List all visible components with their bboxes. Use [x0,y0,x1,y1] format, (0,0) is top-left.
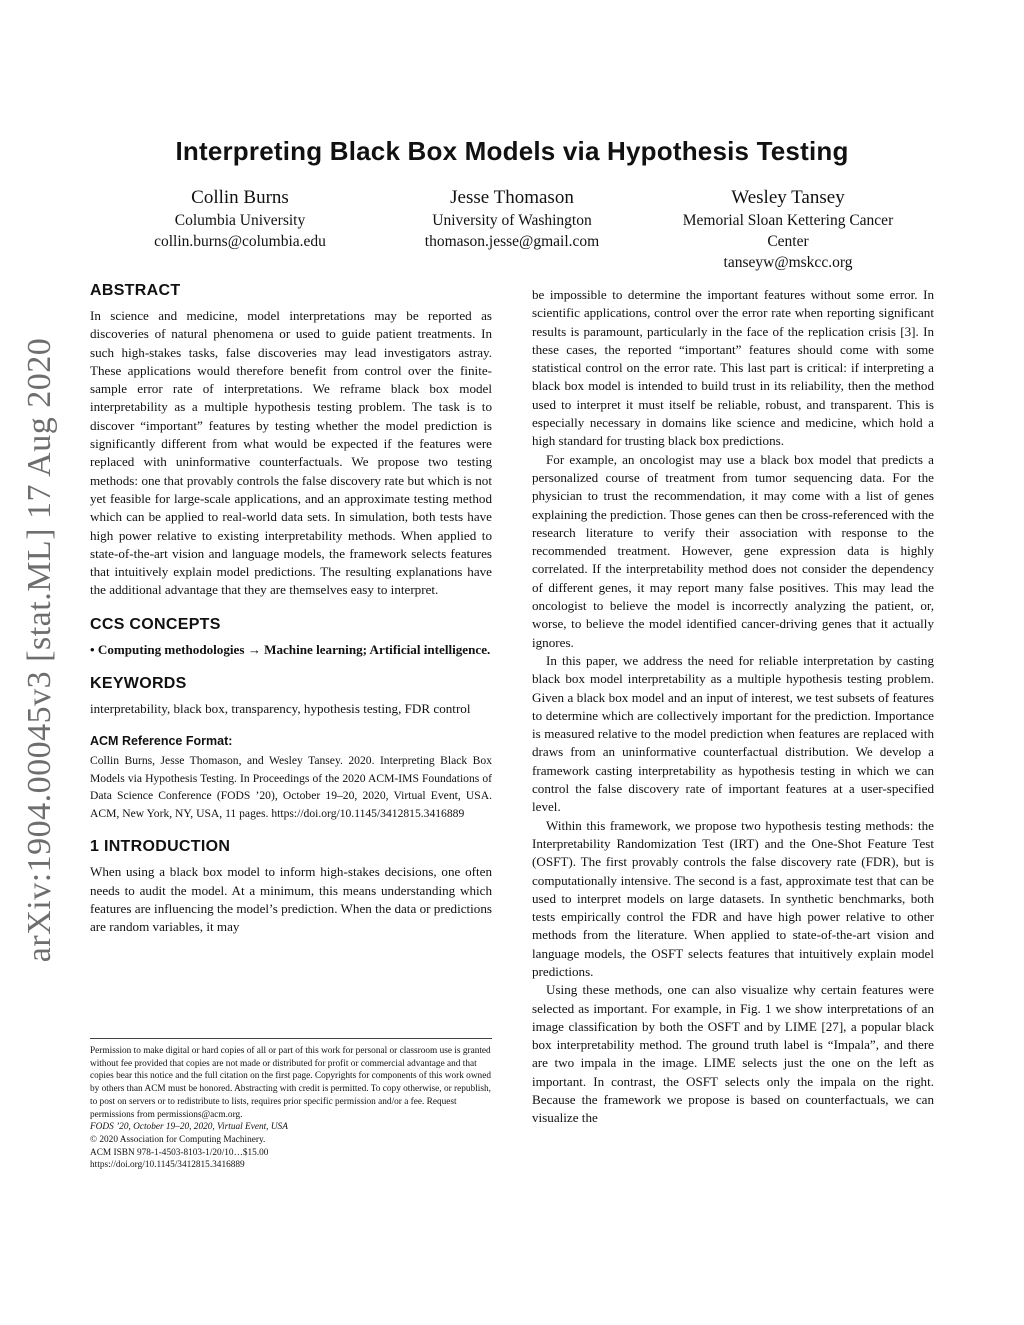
ccs-section [90,616,492,659]
body-paragraph: Within this framework, we propose two hypothesis testing methods: the Interpretability Randomization Test (IRT) and the One-Shot Feature Test (OSFT). The first provably controls the false discovery rate (FDR), but is computationally intensive. The second is a fast, approximate test that can be used to interpret models on large datasets. In synthetic benchmarks, both tests empirically control the FDR and have high power relative to other methods from the literature. When applied to state-of-the-art vision and language models, the OSFT selects features that intuitively explain model predictions. [532,817,934,979]
isbn-text: ACM ISBN 978-1-4503-8103-1/20/10…$15.00 [90,1147,269,1158]
introduction-text: When using a black box model to inform high-stakes decisions, one often needs to audit the model. At a minimum, this means understanding which features are influencing the model’s prediction. When the data or predictions are random variables, it may [90,864,492,935]
author-block [90,186,935,276]
author-name: Collin Burns [191,187,289,208]
keywords-text: interpretability, black box, transparency, hypothesis testing, FDR control [90,701,471,717]
introduction-heading: 1 INTRODUCTION [90,838,231,856]
author-email: collin.burns@columbia.edu [154,233,326,250]
body-paragraph: For example, an oncologist may use a black box model that predicts a personalized course of treatment from tumor sequencing data. For the physician to trust the recommendation, it may come with a list of genes explaining the prediction. Those genes can then be cross-referenced with the research literature to verify their association with response to the recommended treatment. However, gene expression data is highly correlated. If the interpretability method does not consider the dependency of different genes, it may report many false positives. This may lead the oncologist to believe the model is incorrectly analyzing the patient, or, worse, to believe the model identified cancer-driving genes that it actually ignores. [532,451,934,650]
right-column [532,286,934,1128]
arxiv-stamp: arXiv:1904.00045v3 [stat.ML] 17 Aug 2020 [21,337,58,963]
author-name: Jesse Thomason [450,187,574,208]
abstract-heading: ABSTRACT [90,282,181,299]
introduction-section [90,838,492,936]
body-paragraph: Using these methods, one can also visualize why certain features were selected as important. For example, in Fig. 1 we show interpretations of an image classification by both the OSFT and by LIME [27], a popular black box interpretability method. The ground truth label is “Impala”, and there are two impala in the image. LIME selects just the one on the left as important. In contrast, the OSFT selects only the impala on the right. Because the framework we propose is based on counterfactuals, we can visualize the [532,982,934,1126]
keywords-section [90,675,492,718]
acm-reference-text: Collin Burns, Jesse Thomason, and Wesley Tansey. 2020. Interpreting Black Box Models via Hypothesis Testing. In Proceedings of the 2020 ACM-IMS Foundations of Data Science Conference (FODS ’20), October 19–20, 2020, Virtual Event, USA. ACM, New York, NY, USA, 11 pages. https://doi.org/10.1145/3412815.3416889 [90,754,492,820]
paper-title: Interpreting Black Box Models via Hypothesis Testing [175,136,849,166]
author-email: tanseyw@mskcc.org [723,254,853,271]
ccs-heading: CCS CONCEPTS [90,615,221,633]
acm-reference-heading: ACM Reference Format: [90,734,233,749]
author-email: thomason.jesse@gmail.com [424,233,600,250]
left-column [90,282,492,937]
abstract-text: In science and medicine, model interpretations may be reported as discoveries of natural phenomena or used to guide patient treatments. In such high-stakes tasks, false discoveries may lead investigators astray. These applications would therefore benefit from control over the finite-sample error rate of interpretations. We reframe black box model interpretability as a multiple hypothesis testing problem. The task is to discover “important” features by testing whether the model prediction is significantly different from what would be expected if the features were replaced with uninformative counterfactuals. We propose two testing methods: one that provably controls the false discovery rate but which is not yet feasible for large-scale applications, and an approximate testing method which can be applied to real-world data sets. In simulation, both tests have high power relative to existing interpretability methods. When applied to state-of-the-art vision and language models, the framework selects features that intuitively explain model predictions. The resulting explanations have the additional advantage that they are themselves easy to interpret. [90,308,492,598]
abstract-section [90,282,492,600]
doi-text: https://doi.org/10.1145/3412815.3416889 [90,1160,245,1171]
venue-text: FODS ’20, October 19–20, 2020, Virtual Event, USA [90,1122,288,1133]
copyright-footnote [90,1038,492,1172]
copyright-text: © 2020 Association for Computing Machinery. [90,1134,266,1145]
author-3 [668,186,908,273]
body-paragraph: In this paper, we address the need for reliable interpretation by casting black box model interpretability as a multiple hypothesis testing problem. Given a black box model and an input of interest, we test subsets of features to determine which are collectively important for the prediction. Importance is measured relative to the model prediction when features are replaced with draws from an uninformative counterfactual distribution. We develop a framework casting interpretability as hypothesis testing in which we can control the false discovery rate of important features at a user-specified level. [532,652,934,815]
author-1 [130,186,350,252]
permission-text: Permission to make digital or hard copies of all or part of this work for personal or classroom use is granted without fee provided that copies are not made or distributed for profit or commercial advantage and that copies bear this notice and the full citation on the first page. Copyrights for components of this work owned by others than ACM must be honored. Abstracting with credit is permitted. To copy otherwise, or republish, to post on servers or to redistribute to lists, requires prior specific permission and/or a fee. Request permissions from permissions@acm.org. [90,1046,491,1120]
author-name: Wesley Tansey [731,187,845,208]
acm-reference-section [90,734,492,822]
author-affiliation: Columbia University [174,212,306,229]
keywords-heading: KEYWORDS [90,675,187,693]
author-2 [402,186,622,252]
body-paragraph: be impossible to determine the important features without some error. In scientific applications, control over the error rate when reporting significant results is paramount, particularly in the face of the replication crisis [3]. In these cases, the reported “important” features should come with some statistical control on the error rate. This last part is critical: if interpreting a black box model is intended to build trust in its reliability, then the method used to interpret it must itself be reliable, robust, and transparent. This is especially necessary in domains like science and medicine, which hold a high standard for trusting black box predictions. [532,287,934,449]
ccs-text: • Computing methodologies → Machine learning; Artificial intelligence. [90,641,491,657]
author-affiliation: University of Washington [432,212,592,229]
author-affiliation: Memorial Sloan Kettering Cancer Center [682,212,894,250]
